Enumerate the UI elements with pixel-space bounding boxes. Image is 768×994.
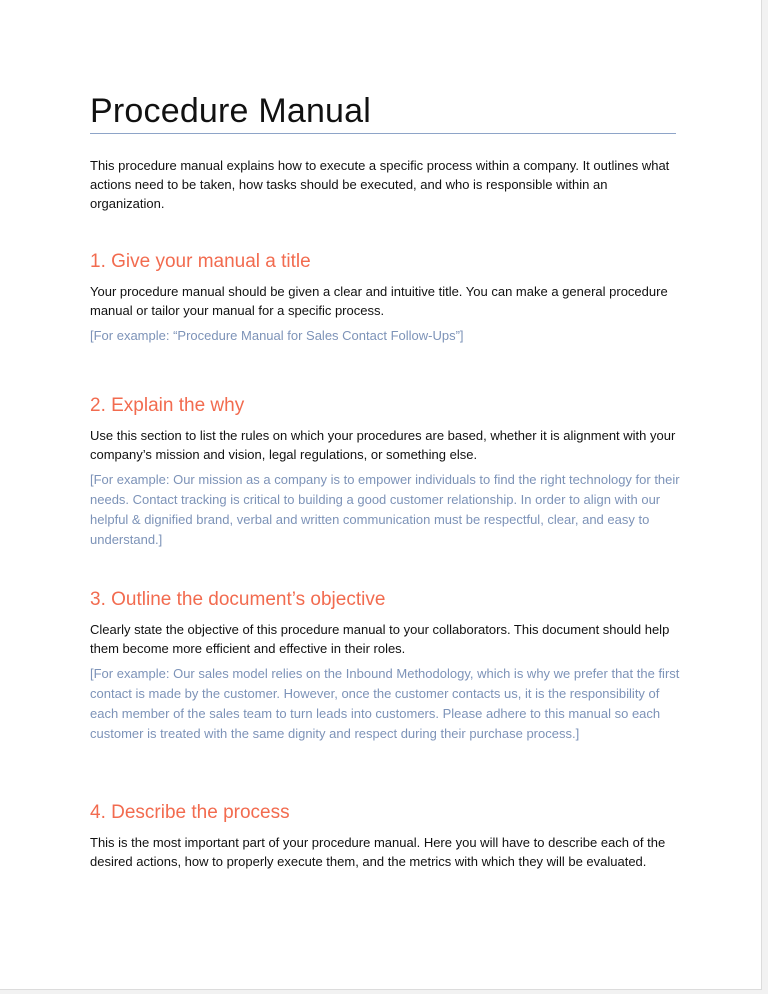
section-body: This is the most important part of your procedure manual. Here you will have to describe each of the desired actions, how to properly execute them, and the metrics with which they will be evaluated. <box>90 835 666 869</box>
section-objective <box>90 588 680 744</box>
title-divider <box>90 133 676 134</box>
section-body: Clearly state the objective of this procedure manual to your collaborators. This document should help them become more efficient and effective in their roles. <box>90 622 670 656</box>
section-body: Use this section to list the rules on which your procedures are based, whether it is alignment with your company’s mission and vision, legal regulations, or something else. <box>90 428 676 462</box>
section-why <box>90 394 680 550</box>
section-heading: 3. Outline the document’s objective <box>90 589 386 610</box>
section-example: [For example: Our mission as a company is to empower individuals to find the right technology for their needs. Contact tracking is critical to building a good customer relationship. In order to align with our helpful & dignified brand, verbal and written communication must be respectful, clear, and easy to understand.] <box>90 472 680 547</box>
page-title: Procedure Manual <box>90 92 372 130</box>
intro-paragraph: This procedure manual explains how to execute a specific process within a company. It outlines what actions need to be taken, how tasks should be executed, and who is responsible within an organization. <box>90 158 670 211</box>
section-body: Your procedure manual should be given a clear and intuitive title. You can make a general procedure manual or tailor your manual for a specific process. <box>90 284 668 318</box>
section-heading: 1. Give your manual a title <box>90 251 311 272</box>
section-example: [For example: Our sales model relies on the Inbound Methodology, which is why we prefer that the first contact is made by the customer. However, once the customer contacts us, it is the responsibility of each member of the sales team to turn leads into customers. Please adhere to this manual so each customer is treated with the same dignity and respect during their purchase process.] <box>90 666 680 741</box>
section-process <box>90 801 680 871</box>
section-example: [For example: “Procedure Manual for Sales Contact Follow-Ups”] <box>90 328 464 343</box>
section-heading: 4. Describe the process <box>90 802 290 823</box>
section-title <box>90 250 680 346</box>
section-heading: 2. Explain the why <box>90 395 245 416</box>
document-content <box>90 90 680 869</box>
